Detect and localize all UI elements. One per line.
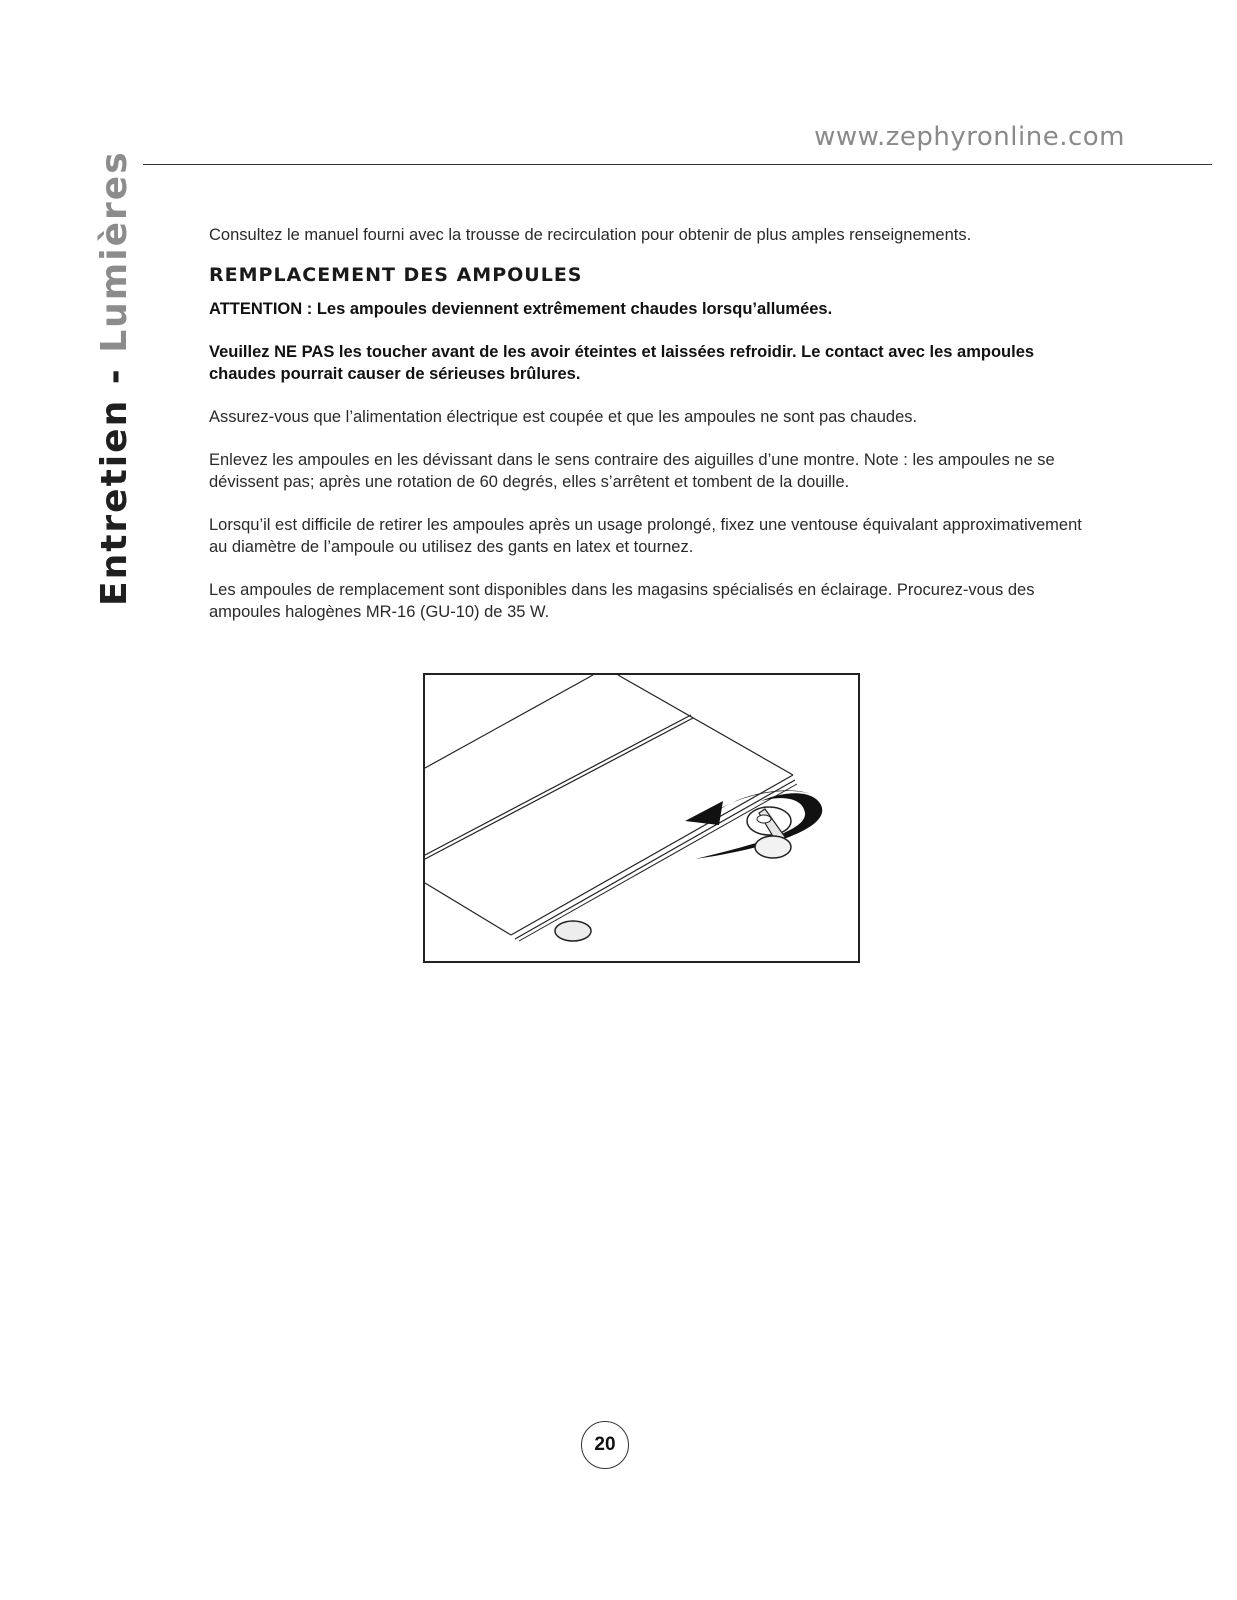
paragraph-suction-cup: Lorsqu’il est difficile de retirer les ampoules après un usage prolongé, fixez une ventouse équivalant approximativement au diamètre de l’ampoule ou utilisez des gants en latex et tournez. [209, 516, 1082, 556]
paragraph-unscrew: Enlevez les ampoules en les dévissant dans le sens contraire des aiguilles d’une montre. Note : les ampoules ne se dévissent pas; après une rotation de 60 degrés, elles s’arrêtent et tombent de la douille. [209, 451, 1055, 491]
site-url: www.zephyronline.com [814, 122, 1125, 152]
header-divider [143, 164, 1212, 165]
paragraph-power-off: Assurez-vous que l’alimentation électrique est coupée et que les ampoules ne sont pas chaudes. [209, 408, 918, 426]
section-heading: REMPLACEMENT DES AMPOULES [209, 264, 583, 286]
intro-paragraph: Consultez le manuel fourni avec la trousse de recirculation pour obtenir de plus amples renseignements. [209, 226, 972, 244]
paragraph-replacement: Les ampoules de remplacement sont disponibles dans les magasins spécialisés en éclairage. Procurez-vous des ampoules halogènes MR-16 (GU-10) de 35 W. [209, 581, 1035, 621]
warning-attention: ATTENTION : Les ampoules deviennent extrêmement chaudes lorsqu’allumées. [209, 300, 833, 318]
warning-do-not-touch: Veuillez NE PAS les toucher avant de les avoir éteintes et laissées refroidir. Le contact avec les ampoules chaudes pourrait causer de sérieuses brûlures. [209, 343, 1035, 383]
side-title-subsection: Lumières [94, 150, 135, 353]
side-section-title [94, 150, 135, 606]
side-title-section: Entretien - [94, 352, 135, 606]
main-content [209, 224, 1089, 644]
bulb-removal-illustration-icon [423, 673, 860, 963]
page-number: 20 [581, 1421, 629, 1469]
